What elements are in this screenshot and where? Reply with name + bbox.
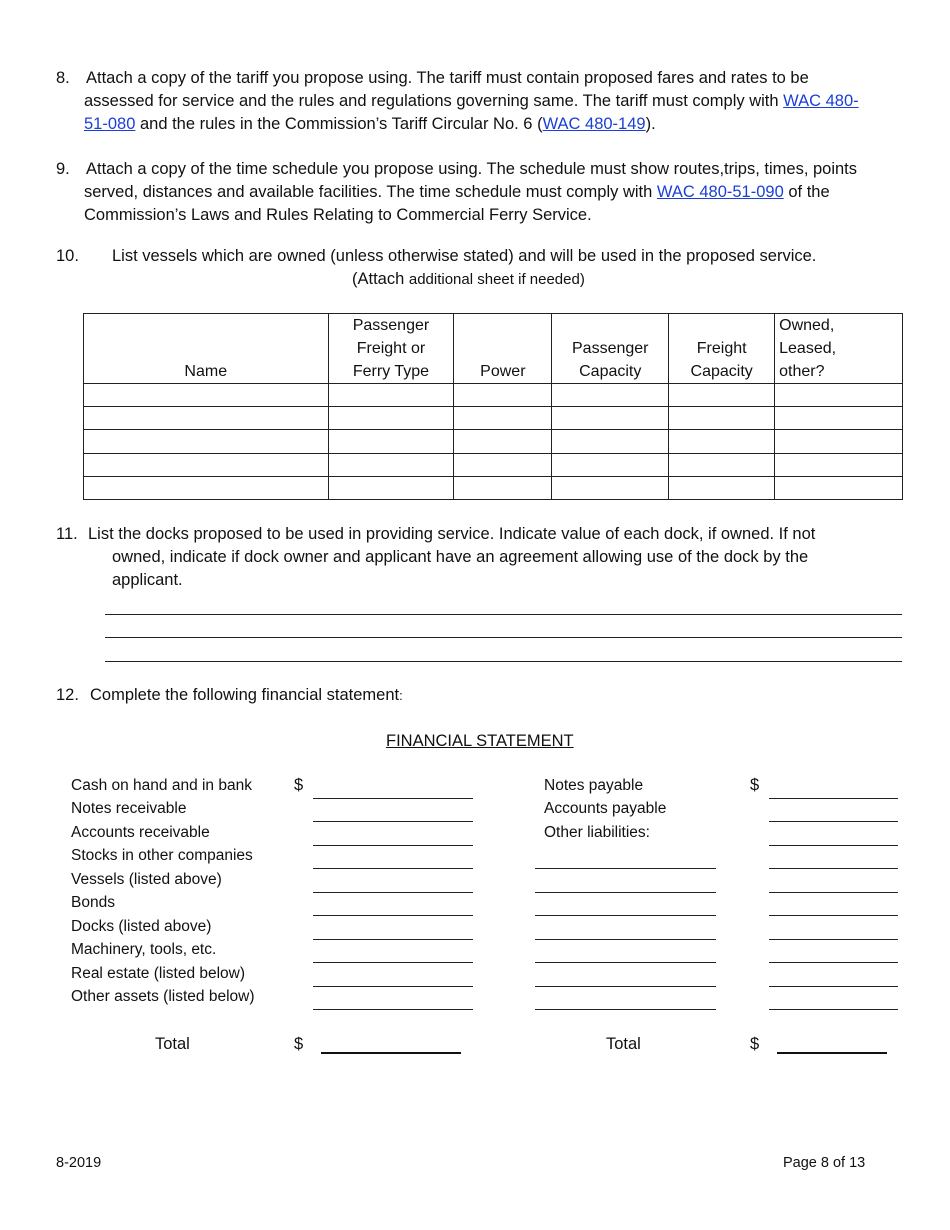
liability-amount-field[interactable]	[769, 821, 898, 822]
liability-amount-field[interactable]	[769, 868, 898, 869]
item-9-line-1: Attach a copy of the time schedule you propose using. The schedule must show routes,trips, times, points	[86, 160, 858, 178]
table-row	[84, 453, 903, 476]
wac-480-51-080-link[interactable]: WAC 480-	[783, 92, 859, 110]
item-8-line-1: Attach a copy of the tariff you propose using. The tariff must contain proposed fares and rates to be	[86, 69, 809, 87]
cell-freight-capacity[interactable]	[669, 407, 775, 430]
liability-description-field[interactable]	[535, 868, 716, 869]
cell-ownership[interactable]	[775, 384, 903, 407]
asset-label: Real estate (listed below)	[71, 965, 246, 982]
dock-entry-line[interactable]	[105, 637, 902, 638]
cell-type[interactable]	[328, 430, 454, 453]
item-9-line-3: Commission’s Laws and Rules Relating to Commercial Ferry Service.	[84, 206, 592, 224]
liability-label: Other liabilities:	[544, 824, 650, 841]
footer-page-number: Page 8 of 13	[783, 1155, 866, 1171]
table-row	[84, 407, 903, 430]
cell-passenger-capacity[interactable]	[552, 453, 669, 476]
cell-ownership[interactable]	[775, 430, 903, 453]
item-11-number: 11.	[56, 525, 78, 543]
table-row	[84, 476, 903, 499]
item-8-line-3: 51-080 and the rules in the Commission’s Tariff Circular No. 6 (WAC 480-149).	[84, 115, 656, 133]
asset-amount-field[interactable]	[313, 1009, 473, 1010]
cell-freight-capacity[interactable]	[669, 476, 775, 499]
wac-480-149-link[interactable]: WAC 480-149	[542, 115, 646, 133]
cell-name[interactable]	[84, 384, 329, 407]
cell-type[interactable]	[328, 476, 454, 499]
item-10-number: 10.	[56, 247, 79, 265]
liabilities-currency-sign: $	[750, 776, 760, 794]
wac-480-51-090-link[interactable]: WAC 480-51-090	[656, 183, 784, 201]
cell-ownership[interactable]	[775, 476, 903, 499]
header-power: Power	[454, 314, 552, 384]
cell-name[interactable]	[84, 476, 329, 499]
financial-statement-title: FINANCIAL STATEMENT	[386, 732, 574, 750]
asset-amount-field[interactable]	[313, 798, 473, 799]
cell-freight-capacity[interactable]	[669, 430, 775, 453]
liability-description-field[interactable]	[535, 1009, 716, 1010]
table-row	[84, 430, 903, 453]
asset-label: Notes receivable	[71, 800, 187, 817]
assets-currency-sign: $	[294, 776, 304, 794]
liability-amount-field[interactable]	[769, 939, 898, 940]
item-10-note: (Attach additional sheet if needed)	[352, 270, 585, 288]
cell-freight-capacity[interactable]	[669, 453, 775, 476]
asset-label: Vessels (listed above)	[71, 871, 222, 888]
dock-entry-line[interactable]	[105, 661, 902, 662]
liability-amount-field[interactable]	[769, 1009, 898, 1010]
cell-type[interactable]	[328, 407, 454, 430]
cell-power[interactable]	[454, 453, 552, 476]
cell-power[interactable]	[454, 476, 552, 499]
liability-amount-field[interactable]	[769, 892, 898, 893]
liability-description-field[interactable]	[535, 915, 716, 916]
cell-passenger-capacity[interactable]	[552, 430, 669, 453]
item-12-number: 12.	[56, 686, 79, 704]
cell-name[interactable]	[84, 407, 329, 430]
header-freight-capacity: Freight Capacity	[669, 314, 775, 384]
header-name: Name	[84, 314, 329, 384]
asset-amount-field[interactable]	[313, 845, 473, 846]
item-9-line-2: served, distances and available facilities. The time schedule must comply with WAC 480-51-090 of the	[84, 183, 830, 201]
vessel-table	[83, 313, 903, 500]
cell-type[interactable]	[328, 453, 454, 476]
cell-freight-capacity[interactable]	[669, 384, 775, 407]
vessel-table-header	[84, 314, 903, 384]
liabilities-total-field[interactable]	[777, 1052, 887, 1054]
item-12-text: Complete the following financial statement:	[90, 686, 403, 704]
item-11-line-3: applicant.	[112, 571, 183, 589]
asset-amount-field[interactable]	[313, 986, 473, 987]
asset-label: Machinery, tools, etc.	[71, 941, 217, 958]
assets-total-currency-sign: $	[294, 1035, 304, 1053]
cell-name[interactable]	[84, 453, 329, 476]
header-type: Passenger Freight or Ferry Type	[328, 314, 454, 384]
asset-label: Stocks in other companies	[71, 847, 253, 864]
liability-amount-field[interactable]	[769, 798, 898, 799]
liability-description-field[interactable]	[535, 892, 716, 893]
item-10-text: List vessels which are owned (unless otherwise stated) and will be used in the proposed service.	[112, 247, 817, 265]
table-row	[84, 384, 903, 407]
cell-passenger-capacity[interactable]	[552, 384, 669, 407]
cell-ownership[interactable]	[775, 453, 903, 476]
cell-ownership[interactable]	[775, 407, 903, 430]
cell-power[interactable]	[454, 384, 552, 407]
asset-label: Other assets (listed below)	[71, 988, 255, 1005]
liability-description-field[interactable]	[535, 962, 716, 963]
item-8-line-2: assessed for service and the rules and regulations governing same. The tariff must comply with WAC 480-	[84, 92, 859, 110]
asset-label: Cash on hand and in bank	[71, 777, 252, 794]
liability-amount-field[interactable]	[769, 986, 898, 987]
liability-description-field[interactable]	[535, 986, 716, 987]
dock-entry-line[interactable]	[105, 614, 902, 615]
liability-amount-field[interactable]	[769, 962, 898, 963]
wac-480-51-080-link-cont[interactable]: 51-080	[84, 115, 136, 133]
liability-amount-field[interactable]	[769, 845, 898, 846]
liability-label: Accounts payable	[544, 800, 667, 817]
cell-power[interactable]	[454, 407, 552, 430]
item-11-line-1: List the docks proposed to be used in providing service. Indicate value of each dock, if owned. If not	[88, 525, 816, 543]
cell-passenger-capacity[interactable]	[552, 476, 669, 499]
cell-type[interactable]	[328, 384, 454, 407]
cell-name[interactable]	[84, 430, 329, 453]
asset-label: Docks (listed above)	[71, 918, 212, 935]
liabilities-total-label: Total	[606, 1035, 641, 1053]
liabilities-total-currency-sign: $	[750, 1035, 760, 1053]
liability-description-field[interactable]	[535, 939, 716, 940]
item-8-number: 8.	[56, 69, 70, 87]
asset-label: Accounts receivable	[71, 824, 210, 841]
asset-label: Bonds	[71, 894, 115, 911]
liability-amount-field[interactable]	[769, 915, 898, 916]
cell-passenger-capacity[interactable]	[552, 407, 669, 430]
asset-amount-field[interactable]	[313, 939, 473, 940]
item-9-number: 9.	[56, 160, 70, 178]
asset-amount-field[interactable]	[313, 962, 473, 963]
asset-amount-field[interactable]	[313, 868, 473, 869]
header-ownership: Owned, Leased, other?	[775, 314, 903, 384]
asset-amount-field[interactable]	[313, 821, 473, 822]
header-passenger-capacity: Passenger Capacity	[552, 314, 669, 384]
liability-label: Notes payable	[544, 777, 644, 794]
item-11-line-2: owned, indicate if dock owner and applicant have an agreement allowing use of the dock by the	[112, 548, 809, 566]
assets-total-field[interactable]	[321, 1052, 461, 1054]
assets-total-label: Total	[155, 1035, 190, 1053]
asset-amount-field[interactable]	[313, 915, 473, 916]
asset-amount-field[interactable]	[313, 892, 473, 893]
cell-power[interactable]	[454, 430, 552, 453]
footer-revision: 8-2019	[56, 1155, 102, 1171]
